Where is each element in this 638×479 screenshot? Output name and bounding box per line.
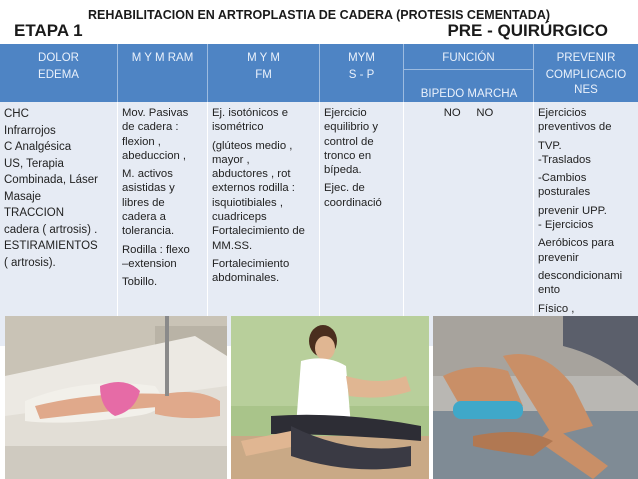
header-mym-sp: MYM S - P bbox=[320, 44, 404, 102]
sub-marcha: MARCHA bbox=[467, 88, 518, 100]
cell-prevenir: Ejercicios preventivos de TVP. -Traslados -Cambios posturales prevenir UPP. - Ejercicios Aeróbicos para prevenir descondicionami ento Físico , bbox=[534, 102, 638, 346]
bipedo-value: NO bbox=[443, 107, 461, 119]
assisted-stretch-photo bbox=[231, 316, 429, 479]
sub-bipedo: BIPEDO bbox=[420, 88, 465, 100]
cell-mym-fm: Ej. isotónicos e isométrico (glúteos medio , mayor , abductores , rot externos rodilla : isquiotibiales , cuadriceps Fortalecimiento de MM.SS. Fortalecimiento abdominales. bbox=[208, 102, 320, 346]
cell-dolor-edema: CHC Infrarrojos C Analgésica US, Terapia Combinada, Láser Masaje TRACCION cadera ( artrosis) . ESTIRAMIENTOS ( artrosis). bbox=[0, 102, 118, 346]
rehab-table bbox=[0, 44, 638, 346]
cell-mym-ram: Mov. Pasivas de cadera : flexion , abeduccion , M. activos asistidas y libres de cadera a tolerancia. Rodilla : flexo –extension Tobillo. bbox=[118, 102, 208, 346]
marcha-value: NO bbox=[476, 107, 494, 119]
header-mym-ram: M Y M RAM bbox=[118, 44, 208, 102]
header-dolor-edema: DOLOR EDEMA bbox=[0, 44, 118, 102]
patient-in-bed-photo bbox=[5, 316, 227, 479]
knee-exercise-photo bbox=[433, 316, 638, 479]
header-prevenir: PREVENIR COMPLICACIO NES bbox=[534, 44, 638, 102]
cell-mym-sp: Ejercicio equilibrio y control de tronco en bípeda. Ejec. de coordinació bbox=[320, 102, 404, 346]
cell-funcion bbox=[404, 102, 534, 346]
page-title: REHABILITACION EN ARTROPLASTIA DE CADERA (PROTESIS CEMENTADA) bbox=[87, 8, 551, 22]
phase-label: PRE - QUIRÚRGICO bbox=[447, 21, 608, 40]
header-funcion: FUNCIÓN BIPEDO MARCHA bbox=[404, 44, 534, 102]
header-mym-fm: M Y M FM bbox=[208, 44, 320, 102]
stage-label: ETAPA 1 bbox=[14, 21, 83, 40]
